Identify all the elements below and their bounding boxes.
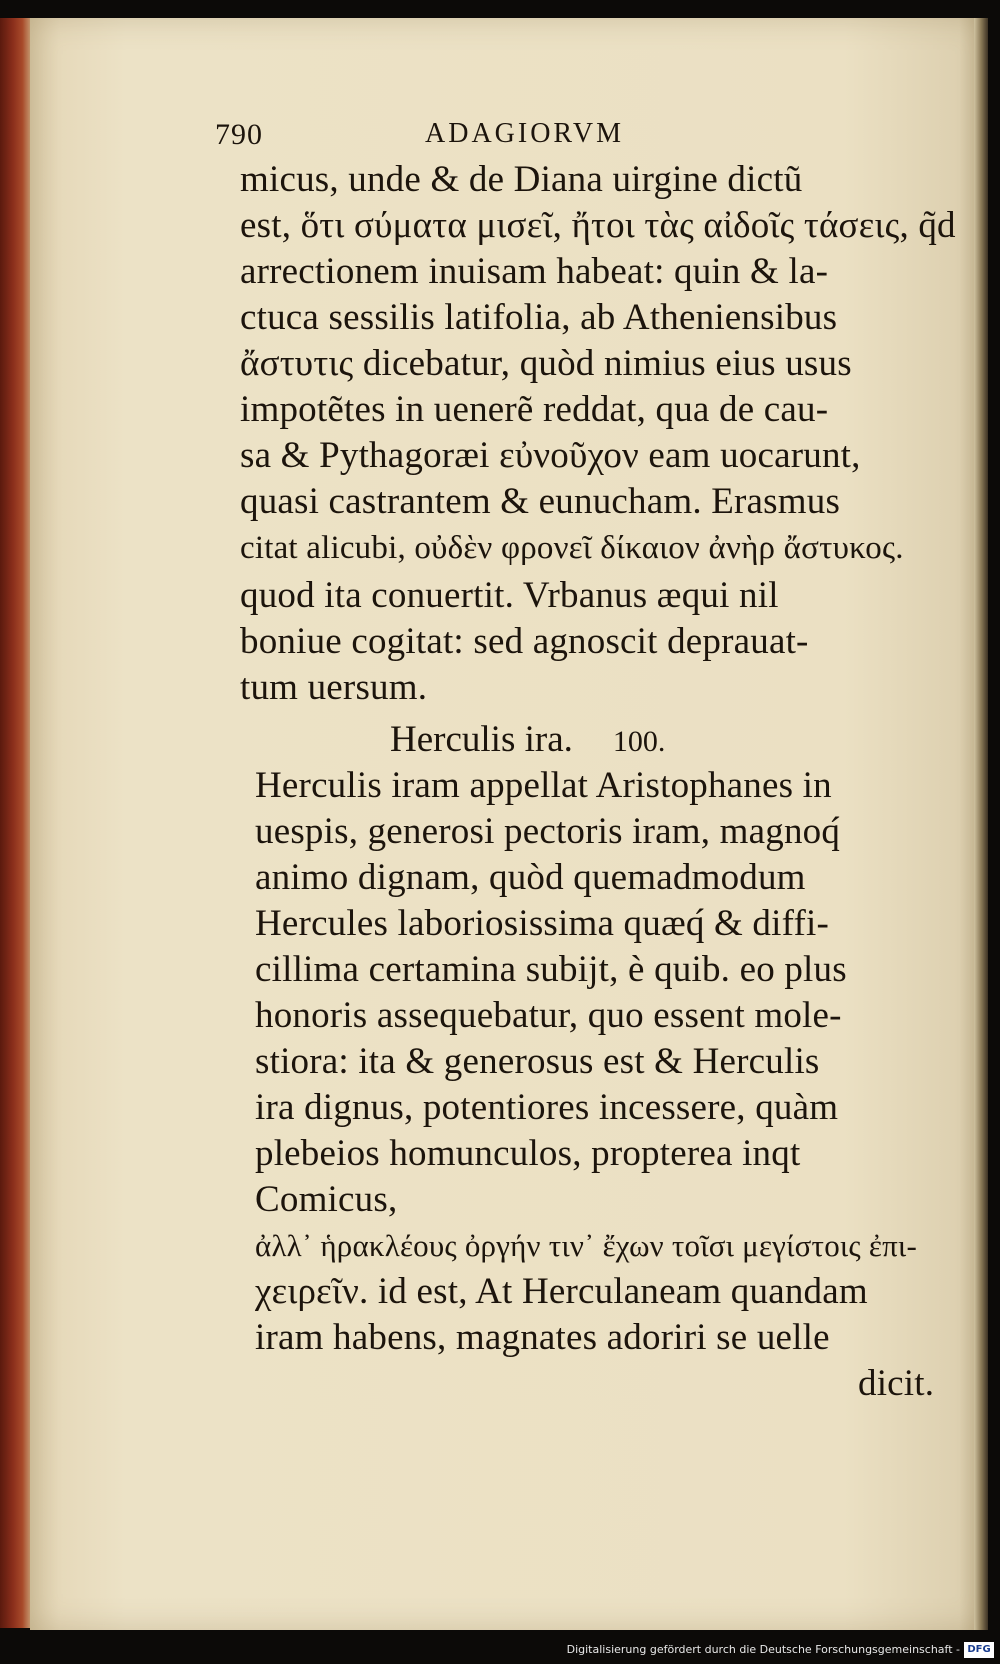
text-line: ira dignus, potentiores incessere, quàm [255,1087,839,1128]
text-line: χειρεῖν. id est, At Herculaneam quandam [255,1271,868,1312]
footer-bar [0,1630,1000,1664]
dfg-logo: DFG [964,1642,994,1658]
text-line: est, ὅτι σύματα μισεῖ, ἤτοι τὰς αἰδοῖς τάσεις, q̃d [240,205,956,246]
text-line: cillima certamina subijt, è quib. eo plus [255,949,847,990]
text-line: uespis, generosi pectoris iram, magnoq́ [255,811,841,852]
text-line: sa & Pythagoræi εὐνοῦχον eam uocarunt, [240,435,861,476]
text-line: micus, unde & de Diana uirgine dictũ [240,159,803,200]
funding-credit: Digitalisierung gefördert durch die Deutsche Forschungsgemeinschaft - [566,1643,960,1656]
text-line: dicit. [858,1363,935,1404]
text-line: honoris assequebatur, quo essent mole- [255,995,842,1036]
text-line: quasi castrantem & eunucham. Erasmus [240,481,841,522]
text-line: stiora: ita & generosus est & Herculis [255,1041,820,1082]
text-line: citat alicubi, οὐδὲν φρονεῖ δίκαιον ἀνὴρ ἄστυκος. [240,530,904,566]
text-line: boniue cogitat: sed agnoscit deprauat- [240,621,809,662]
text-line: tum uersum. [240,667,428,708]
text-line: Hercules laboriosissima quæq́ & diffi- [255,903,829,944]
text-line: ἄστυτις dicebatur, quòd nimius eius usus [240,343,852,384]
text-line: quod ita conuertit. Vrbanus æqui nil [240,575,779,616]
text-line: ἀλλ᾽ ἡρακλέους ὀργήν τιν᾽ ἔχων τοῖσι μεγίστοις ἐπι- [255,1228,917,1263]
text-line: Herculis iram appellat Aristophanes in [255,765,832,806]
running-title: ADAGIORVM [425,118,624,149]
text-line: ctuca sessilis latifolia, ab Atheniensibus [240,297,838,338]
heading-title: Herculis ira. [390,719,573,760]
text-line: animo dignam, quòd quemadmodum [255,857,806,898]
text-line: plebeios homunculos, propterea inqt [255,1133,801,1174]
section-heading [390,718,665,761]
heading-number: 100. [612,725,666,758]
text-line: Comicus, [255,1179,398,1220]
text-line: impotẽtes in uenerẽ reddat, qua de cau- [240,389,829,430]
text-line: iram habens, magnates adoriri se uelle [255,1317,830,1358]
text-line: arrectionem inuisam habeat: quin & la- [240,251,829,292]
page-number: 790 [215,118,263,151]
